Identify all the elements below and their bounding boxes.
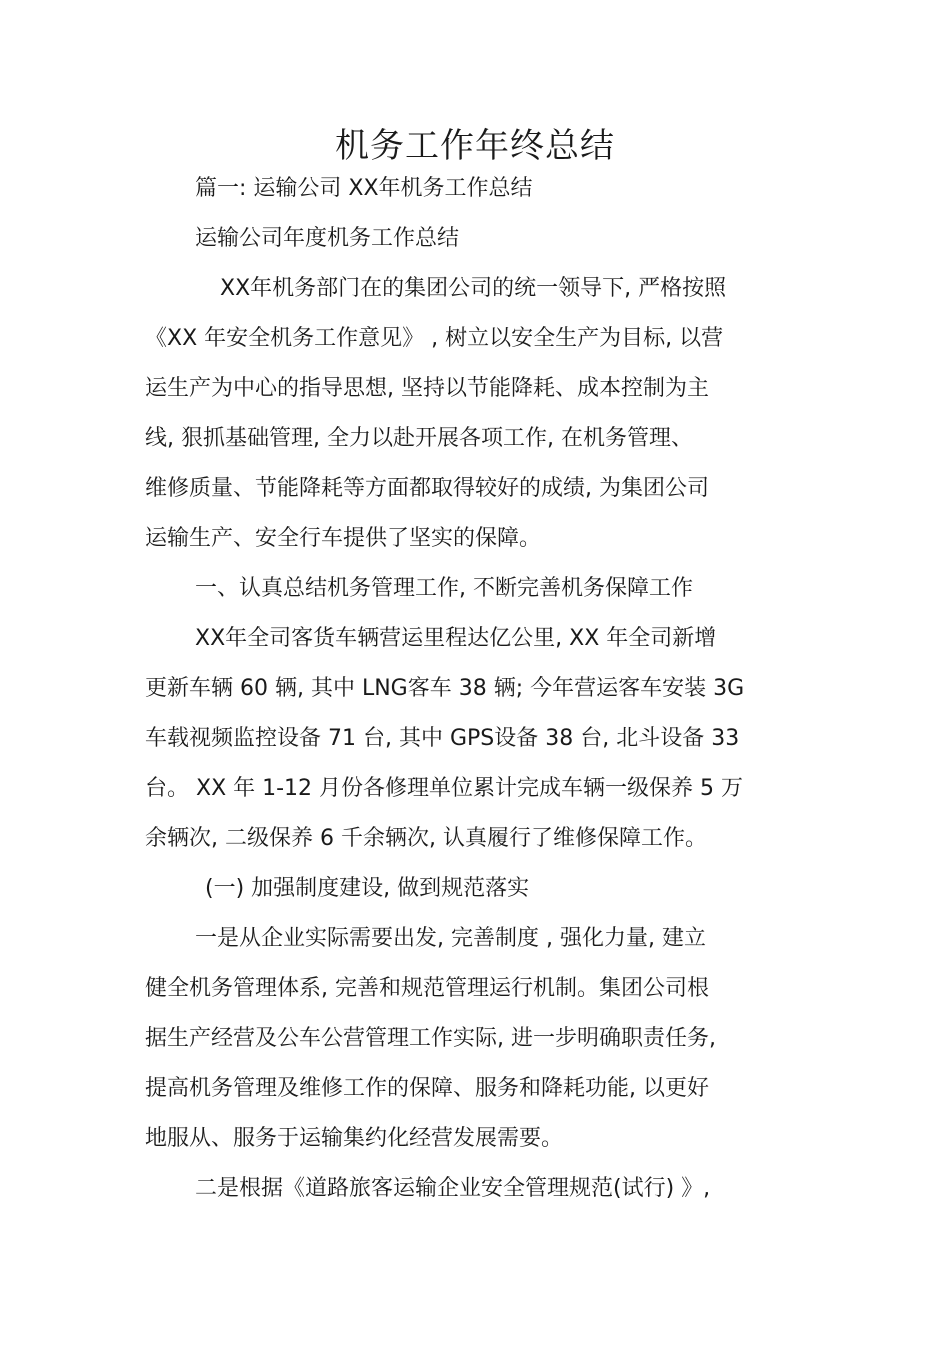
paragraph-line: 一是从企业实际需要出发, 完善制度 , 强化力量, 建立 <box>195 926 706 951</box>
paragraph-line: 篇一: 运输公司 XX年机务工作总结 <box>195 176 533 201</box>
paragraph-line: 更新车辆 60 辆, 其中 LNG客车 38 辆; 今年营运客车安装 3G <box>145 676 745 701</box>
paragraph-line: 运输公司年度机务工作总结 <box>195 226 460 251</box>
paragraph-line: 线, 狠抓基础管理, 全力以赴开展各项工作, 在机务管理、 <box>145 426 693 451</box>
paragraph-line: 《XX 年安全机务工作意见》 , 树立以安全生产为目标, 以营 <box>145 326 724 351</box>
paragraph-line: 提高机务管理及维修工作的保障、服务和降耗功能, 以更好 <box>145 1076 709 1101</box>
paragraph-line: 余辆次, 二级保养 6 千余辆次, 认真履行了维修保障工作。 <box>145 826 707 851</box>
section-heading: 一、认真总结机务管理工作, 不断完善机务保障工作 <box>195 576 693 601</box>
paragraph-line: 台。 XX 年 1-12 月份各修理单位累计完成车辆一级保养 5 万 <box>145 776 744 801</box>
paragraph-line: 据生产经营及公车公营管理工作实际, 进一步明确职责任务, <box>145 1026 716 1051</box>
paragraph-line: XX年全司客货车辆营运里程达亿公里, XX 年全司新增 <box>195 626 717 651</box>
subsection-heading: (一) 加强制度建设, 做到规范落实 <box>205 876 530 901</box>
paragraph-line: XX年机务部门在的集团公司的统一领导下, 严格按照 <box>220 276 727 301</box>
paragraph-line: 车载视频监控设备 71 台, 其中 GPS设备 38 台, 北斗设备 33 <box>145 726 740 751</box>
paragraph-line: 维修质量、节能降耗等方面都取得较好的成绩, 为集团公司 <box>145 476 709 501</box>
paragraph-line: 二是根据《道路旅客运输企业安全管理规范(试行) 》, <box>195 1176 711 1201</box>
paragraph-line: 地服从、服务于运输集约化经营发展需要。 <box>145 1126 564 1151</box>
paragraph-line: 健全机务管理体系, 完善和规范管理运行机制。集团公司根 <box>145 976 709 1001</box>
document-title: 机务工作年终总结 <box>335 126 615 166</box>
paragraph-line: 运生产为中心的指导思想, 坚持以节能降耗、成本控制为主 <box>145 376 709 401</box>
paragraph-line: 运输生产、安全行车提供了坚实的保障。 <box>145 526 542 551</box>
